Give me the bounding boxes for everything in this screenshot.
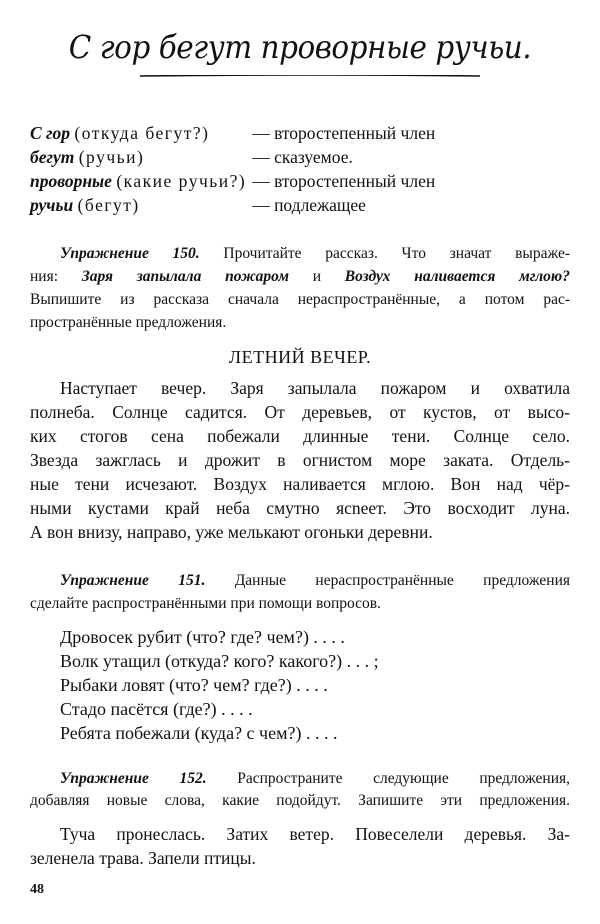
sentence-item: Волк утащил (откуда? кого? какого?) . . . ; [60, 651, 379, 671]
grammar-question: (ручьи) [78, 147, 145, 167]
exercise-label: Упражнение 152. [60, 770, 207, 787]
grammar-row [30, 171, 246, 195]
quoted-phrase: Заря запылала пожаром [81, 268, 289, 285]
exercise-text: ния: [30, 268, 82, 285]
story-line: ными кустами край неба смутно ясneет. Это восходит луна. [30, 498, 570, 518]
grammar-word: проворные [30, 171, 112, 191]
grammar-row [30, 195, 246, 219]
grammar-word: ручьи [30, 195, 74, 215]
sentence-item: Дровосек рубит (что? где? чем?) . . . . [60, 627, 345, 647]
grammar-question: (какие ручьи?) [116, 171, 247, 191]
page-number: 48 [30, 882, 44, 897]
grammar-analysis [30, 123, 435, 219]
exercise-line: добавляя новые слова, какие подойдут. Запишите эти предложения. [30, 792, 570, 809]
exercise-sentence-line: Туча пронеслась. Затих ветер. Повеселели деревья. За- [60, 824, 570, 844]
exercise-text: Прочитайте рассказ. Что значат выраже- [199, 245, 571, 262]
exercise-label: Упражнение 151. [60, 572, 206, 589]
story-line: А вон внизу, направо, уже мелькают огоньки деревни. [30, 522, 433, 542]
story-line: полнеба. Солнце садится. От деревьев, от кустов, от высо- [30, 402, 570, 422]
exercise-line [30, 770, 570, 788]
sentence-item: Ребята побежали (куда? с чем?) . . . . [60, 723, 338, 743]
exercise-line: пространённые предложения. [30, 314, 227, 331]
grammar-row [30, 147, 246, 171]
exercise-line [30, 245, 570, 263]
exercise-line [30, 572, 570, 590]
grammar-role: — второстепенный член [252, 171, 436, 191]
grammar-word: С гор [30, 123, 71, 143]
grammar-role: — подлежащее [252, 195, 366, 215]
grammar-row [30, 123, 246, 147]
sentence-item: Рыбаки ловят (что? чем? где?) . . . . [60, 675, 328, 695]
page-title: С гор бегут проворные ручьи. [68, 28, 532, 66]
grammar-role: — сказуемое. [252, 147, 353, 167]
grammar-word: бегут [30, 147, 75, 167]
grammar-role: — второстепенный член [252, 123, 436, 143]
title-underline [140, 75, 480, 77]
quoted-phrase: Воздух наливается мглою? [344, 268, 570, 285]
story-line: ких стогов сена побежали длинные тени. Солнце село. [30, 426, 570, 446]
grammar-question: (откуда бегут?) [74, 123, 210, 143]
sentence-item: Стадо пасётся (где?) . . . . [60, 699, 253, 719]
story-line: ные тени исчезают. Воздух наливается мглою. Вон над чёр- [30, 474, 570, 494]
exercise-text: и [288, 268, 345, 285]
story-line: Звезда зажглась и дрожит в огнистом море заката. Отдель- [30, 450, 570, 470]
exercise-line: сделайте распространёнными при помощи вопросов. [30, 595, 381, 612]
story-heading: ЛЕТНИЙ ВЕЧЕР. [228, 347, 372, 367]
exercise-line [30, 268, 570, 286]
exercise-label: Упражнение 150. [60, 245, 200, 262]
grammar-question: (бегут) [77, 195, 140, 215]
exercise-text: Распространите следующие предложения, [206, 770, 571, 787]
exercise-line: Выпишите из рассказа сначала нераспространённые, а потом рас- [30, 291, 570, 308]
exercise-sentence-line: зеленела трава. Запели птицы. [30, 848, 256, 868]
story-line: Наступает вечер. Заря запылала пожаром и охватила [60, 378, 570, 398]
exercise-text: Данные нераспространённые предложения [205, 572, 570, 589]
